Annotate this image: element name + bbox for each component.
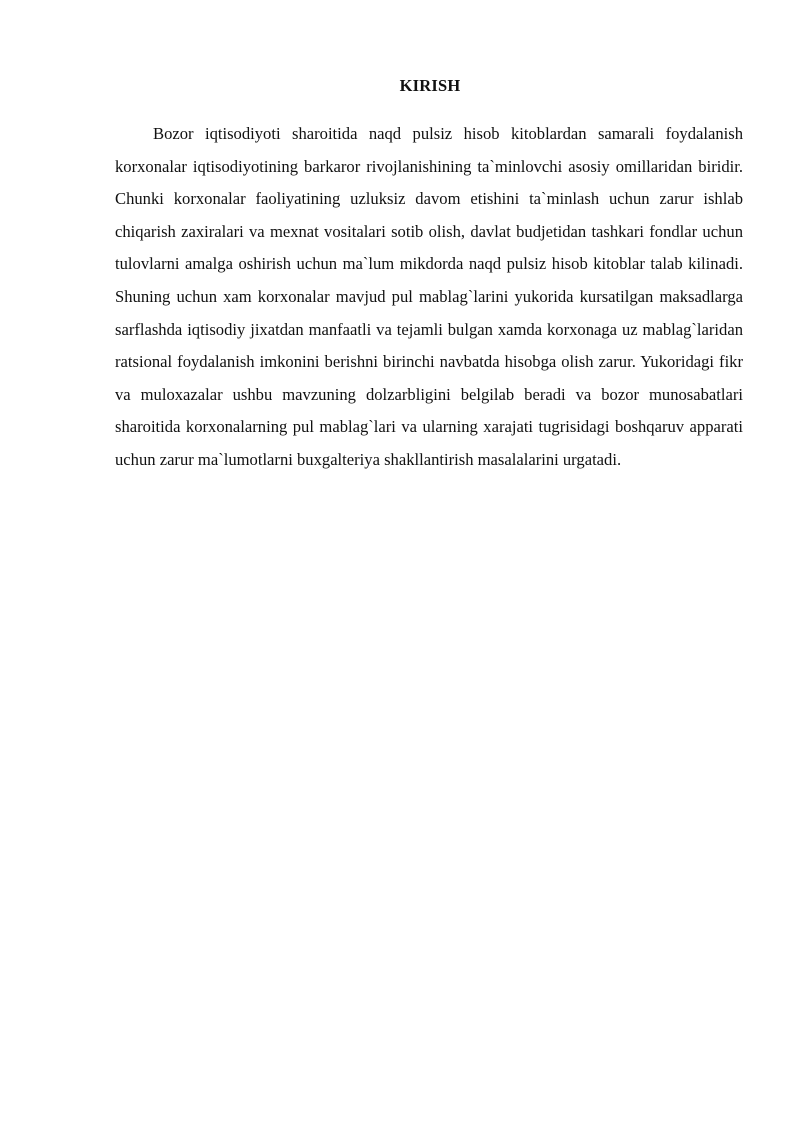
section-heading: KIRISH xyxy=(399,76,461,95)
introduction-paragraph: Bozor iqtisodiyoti sharoitida naqd pulsiz hisob kitoblardan samarali foydalanish korxonalar iqtisodiyotining barkaror rivojlanishining ta`minlovchi asosiy omillaridan biridir. Chunki korxonalar faoliyatining uzluksiz davom etishini ta`minlash uchun zarur ishlab chiqarish zaxiralari va mexnat vositalari sotib olish, davlat budjetidan tashkari fondlar uchun tulovlarni amalga oshirish uchun ma`lum mikdorda naqd pulsiz hisob kitoblar talab kilinadi. Shuning uchun xam korxonalar mavjud pul mablag`larini yukorida kursatilgan maksadlarga sarflashda iqtisodiy jixatdan manfaatli va tejamli bulgan xamda korxonaga uz mablag`laridan ratsional foydalanish imkonini berishni birinchi navbatda hisobga olish zarur. Yukoridagi fikr va muloxazalar ushbu mavzuning dolzarbligini belgilab beradi va bozor munosabatlari sharoitida korxonalarning pul mablag`lari va ularning xarajati tugrisidagi boshqaruv apparati uchun zarur ma`lumotlarni buxgalteriya shakllantirish masalalarini urgatadi. xyxy=(115,124,743,469)
